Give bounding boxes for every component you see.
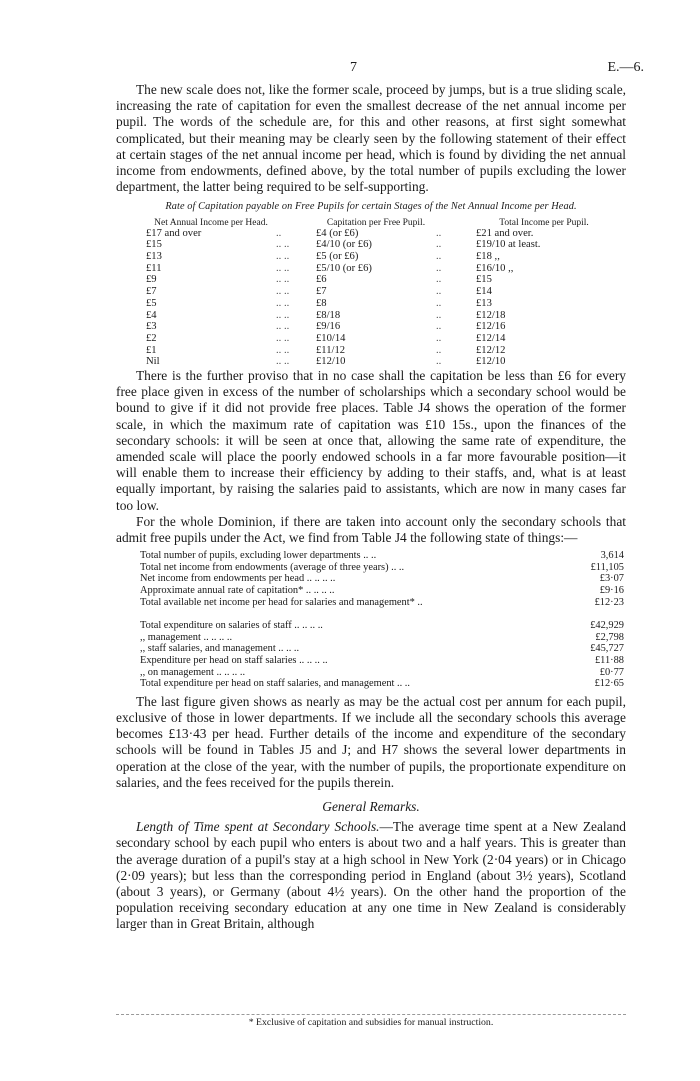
- stats-expenditure-group: [140, 620, 624, 690]
- cell-income: £3: [146, 321, 157, 333]
- cell-capitation: £12/10: [316, 356, 346, 368]
- cell-income: £13: [146, 251, 162, 263]
- cell-leader: .. ..: [276, 321, 290, 333]
- cell-capitation: £10/14: [316, 332, 346, 344]
- stat-line: [140, 573, 624, 585]
- cell-leader: .. ..: [276, 239, 290, 251]
- stat-value: £3·07: [599, 573, 624, 585]
- cell-total: £12/18: [476, 309, 506, 321]
- table-row: [146, 228, 612, 240]
- table-row: [146, 286, 612, 298]
- cell-leader: ..: [436, 344, 442, 356]
- stat-line: [140, 550, 624, 562]
- stat-line: [140, 585, 624, 597]
- cell-income: £9: [146, 274, 157, 286]
- cell-total: £19/10 at least.: [476, 239, 541, 251]
- cell-leader: ..: [436, 262, 442, 274]
- stat-label: Total available net income per head for salaries and management* ..: [140, 596, 423, 608]
- stat-line: [140, 667, 624, 679]
- cell-leader: ..: [436, 321, 442, 333]
- stat-value: £42,929: [590, 620, 624, 632]
- footnote: * Exclusive of capitation and subsidies for manual instruction.: [248, 1017, 494, 1028]
- page-body: [116, 82, 626, 933]
- report-reference: E.—6.: [607, 60, 644, 75]
- cell-capitation: £7: [316, 286, 327, 298]
- table-row: [146, 310, 612, 322]
- table-row: [146, 356, 612, 368]
- table-row: [146, 251, 612, 263]
- cell-capitation: £5 (or £6): [316, 251, 359, 263]
- cell-leader: .. ..: [276, 297, 290, 309]
- table-row: [146, 263, 612, 275]
- cell-income: £4: [146, 309, 157, 321]
- stat-label: Total number of pupils, excluding lower departments .. ..: [140, 550, 377, 562]
- paragraph-sliding-scale: The new scale does not, like the former scale, proceed by jumps, but is a true sliding scale, increasing the rate of capitation for even the smallest decrease of the net annual income per pupil. The words of the schedule are, for this and other reasons, at first sight somewhat complicated, but their meaning may be clearly seen by the following statement of their effect at certain stages of the net annual income per head, which is found by dividing the net annual income from endowments, defined above, by the total number of pupils excluding the lower department, the latter being required to be self-supporting.: [116, 82, 626, 195]
- cell-leader: ..: [436, 227, 442, 239]
- cell-income: £5: [146, 297, 157, 309]
- cell-total: £12/14: [476, 332, 506, 344]
- cell-leader: .. ..: [276, 274, 290, 286]
- cell-total: £12/10: [476, 356, 506, 368]
- cell-capitation: £4 (or £6): [316, 227, 359, 239]
- stat-label: Net income from endowments per head .. .. .. ..: [140, 573, 336, 585]
- cell-total: £12/12: [476, 344, 506, 356]
- cell-leader: .. ..: [276, 356, 290, 368]
- paragraph-lead: Length of Time spent at Secondary Schools.: [136, 819, 380, 835]
- paragraph-cost-per-pupil: The last figure given shows as nearly as may be the actual cost per annum for each pupil, exclusive of those in lower departments. If we include all the secondary schools this average becomes £13·43 per head. Further details of the income and expenditure of the secondary schools will be found in Tables J5 and J; and H7 shows the several lower departments in operation at the close of the year, with the number of pupils, the proportionate expenditure on salaries, and the fees received for the pupils therein.: [116, 693, 626, 790]
- stat-label: Total expenditure on salaries of staff .. .. .. ..: [140, 620, 323, 632]
- cell-leader: ..: [436, 297, 442, 309]
- table-body: [146, 228, 612, 368]
- page-number: 7: [350, 60, 357, 75]
- cell-total: £16/10 ,,: [476, 262, 514, 274]
- cell-total: £21 and over.: [476, 227, 534, 239]
- cell-income: £7: [146, 286, 157, 298]
- header-income: Net Annual Income per Head.: [154, 217, 268, 228]
- cell-leader: .. ..: [276, 332, 290, 344]
- stat-value: £9·16: [599, 585, 624, 597]
- cell-capitation: £9/16: [316, 321, 341, 333]
- table-row: [146, 274, 612, 286]
- stat-value: £12·23: [594, 596, 624, 608]
- cell-leader: .. ..: [276, 344, 290, 356]
- cell-capitation: £11/12: [316, 344, 346, 356]
- cell-capitation: £8: [316, 297, 327, 309]
- table-row: [146, 239, 612, 251]
- stat-line: [140, 678, 624, 690]
- cell-income: £1: [146, 344, 157, 356]
- cell-leader: .. ..: [276, 309, 290, 321]
- cell-leader: ..: [436, 274, 442, 286]
- stat-value: £11·88: [594, 655, 624, 667]
- stats-income-group: [140, 550, 624, 608]
- cell-total: £12/16: [476, 321, 506, 333]
- stat-value: £0·77: [599, 666, 624, 678]
- cell-capitation: £8/18: [316, 309, 341, 321]
- header-capitation: Capitation per Free Pupil.: [326, 217, 426, 228]
- page-header: [0, 60, 700, 78]
- stat-label: Total net income from endowments (average of three years) .. ..: [140, 561, 405, 573]
- paragraph-proviso: There is the further proviso that in no case shall the capitation be less than £6 for every free place given in excess of the number of scholarships which a secondary school would be bound to give if it did not provide free places. Table J4 shows the operation of the former scale, in which the maximum rate of capitation was £10 15s., upon the finances of the secondary schools: it will be seen at once that, allowing the same rate of expenditure, the amended scale will place the poorly endowed schools in a far more favourable position—it will enable them to increase their efficiency by adding to their staffs, and, what is at least equally important, by raising the salaries paid to assistants, which are now in many cases far too low.: [116, 368, 626, 513]
- stat-label: ,, on management .. .. .. ..: [140, 666, 246, 678]
- table-row: [146, 333, 612, 345]
- table-caption: Rate of Capitation payable on Free Pupils for certain Stages of the Net Annual Income per Head.: [165, 201, 577, 213]
- stat-label: Expenditure per head on staff salaries .. .. .. ..: [140, 655, 328, 667]
- cell-total: £18 ,,: [476, 251, 500, 263]
- cell-leader: ..: [436, 332, 442, 344]
- header-total: Total Income per Pupil.: [499, 217, 589, 228]
- paragraph-dominion: For the whole Dominion, if there are taken into account only the secondary schools that admit free pupils under the Act, we find from Table J4 the following state of things:—: [116, 513, 626, 546]
- table-row: [146, 321, 612, 333]
- stat-value: £2,798: [595, 631, 624, 643]
- stat-line: [140, 655, 624, 667]
- cell-capitation: £4/10 (or £6): [316, 239, 372, 251]
- finance-statistics: [140, 550, 624, 690]
- cell-total: £13: [476, 297, 492, 309]
- cell-income: £2: [146, 332, 157, 344]
- stat-value: £12·65: [594, 678, 624, 690]
- stat-value: £45,727: [590, 643, 624, 655]
- table-row: [146, 298, 612, 310]
- stat-label: Approximate annual rate of capitation* .. .. .. ..: [140, 585, 335, 597]
- stat-line: [140, 562, 624, 574]
- table-header-row: [146, 218, 612, 228]
- cell-leader: ..: [436, 251, 442, 263]
- cell-leader: ..: [276, 227, 282, 239]
- cell-capitation: £5/10 (or £6): [316, 262, 372, 274]
- cell-total: £15: [476, 274, 492, 286]
- cell-income: Nil: [146, 356, 160, 368]
- cell-leader: ..: [436, 286, 442, 298]
- cell-total: £14: [476, 286, 492, 298]
- footnote-rule: [116, 1014, 626, 1015]
- capitation-table: [146, 218, 612, 368]
- cell-income: £15: [146, 239, 162, 251]
- section-heading: General Remarks.: [322, 799, 420, 815]
- cell-leader: .. ..: [276, 286, 290, 298]
- paragraph-length-of-time: [116, 819, 626, 932]
- cell-capitation: £6: [316, 274, 327, 286]
- stat-line: [140, 632, 624, 644]
- stat-line: [140, 620, 624, 632]
- stat-value: 3,614: [600, 550, 624, 562]
- cell-income: £11: [146, 262, 162, 274]
- stat-label: ,, staff salaries, and management .. .. ..: [140, 643, 300, 655]
- stat-label: ,, management .. .. .. ..: [140, 631, 233, 643]
- cell-leader: .. ..: [276, 262, 290, 274]
- stat-line: [140, 643, 624, 655]
- cell-leader: ..: [436, 309, 442, 321]
- cell-leader: ..: [436, 239, 442, 251]
- stat-label: Total expenditure per head on staff salaries, and management .. ..: [140, 678, 411, 690]
- stat-line: [140, 597, 624, 609]
- cell-leader: ..: [436, 356, 442, 368]
- cell-leader: .. ..: [276, 251, 290, 263]
- table-row: [146, 345, 612, 357]
- cell-income: £17 and over: [146, 227, 202, 239]
- paragraph-body: —The average time spent at a New Zealand secondary school by each pupil who enters is about two and a half years. This is greater than the average duration of a pupil's stay at a high school in New York (2·04 years) or in Chicago (2·09 years); but less than the corresponding period in England (about 3½ years), Scotland (about 3 years), or Germany (about 4½ years). On the other hand the proportion of the population receiving secondary education at any one time in New Zealand is considerably larger than in Great Britain, although: [116, 819, 626, 932]
- stat-value: £11,105: [590, 561, 624, 573]
